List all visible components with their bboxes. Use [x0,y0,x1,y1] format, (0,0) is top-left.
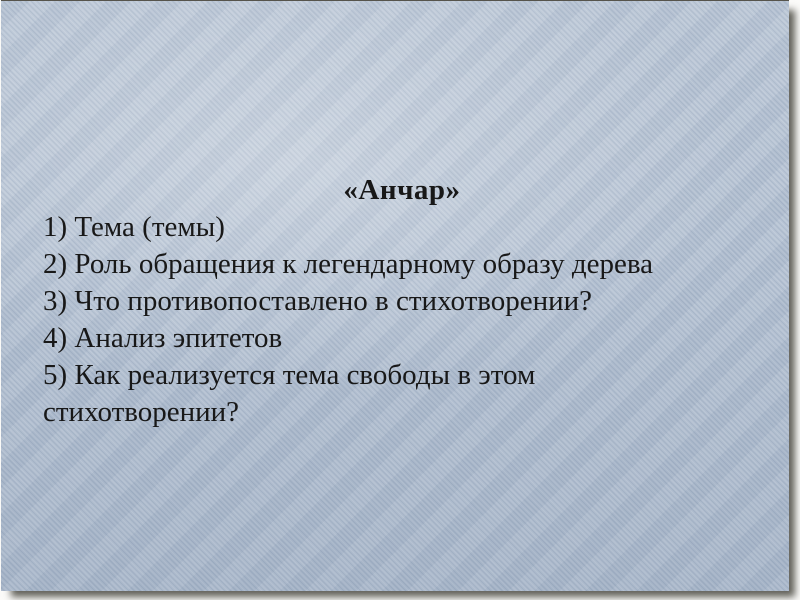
slide-text-block [43,172,761,431]
presentation-slide [1,0,789,591]
list-item-5-continuation: стихотворении? [43,396,240,428]
list-item-3: 3) Что противопоставлено в стихотворении? [43,285,593,317]
list-item-5: 5) Как реализуется тема свободы в этом [43,359,536,391]
list-item-2: 2) Роль обращения к легендарному образу дерева [43,248,654,280]
slide-title: «Анчар» [343,174,461,206]
list-item-4: 4) Анализ эпитетов [43,322,283,354]
list-item-1: 1) Тема (темы) [43,211,225,243]
